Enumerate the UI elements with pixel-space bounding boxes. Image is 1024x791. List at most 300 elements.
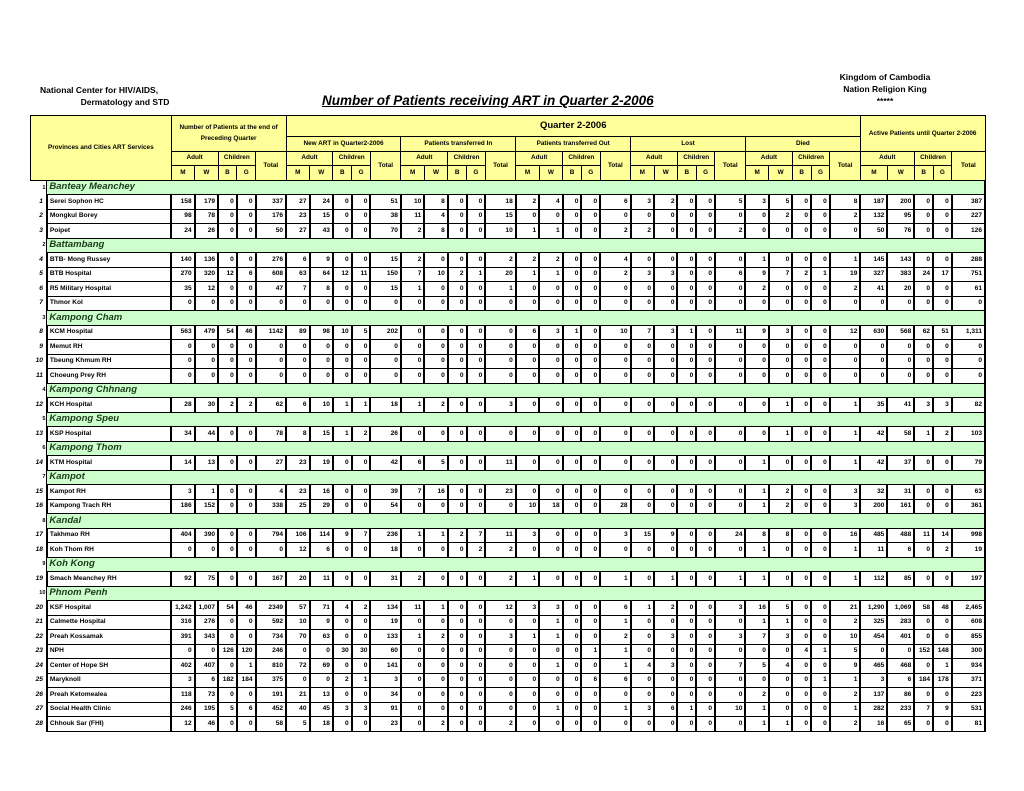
- value-cell: 0: [563, 644, 582, 659]
- province-name: Kampong Speu: [47, 412, 985, 427]
- value-cell: 0: [811, 282, 830, 297]
- value-cell: 0: [448, 659, 467, 674]
- value-cell: 0: [286, 296, 309, 311]
- site-name: KCM Hospital: [47, 325, 171, 340]
- value-cell: 45: [310, 702, 333, 717]
- value-cell: 0: [539, 354, 562, 369]
- value-cell: 468: [887, 659, 914, 674]
- value-cell: 0: [516, 427, 539, 442]
- site-row: [31, 253, 986, 268]
- value-cell: 2: [830, 615, 861, 630]
- value-cell: 2: [516, 253, 539, 268]
- value-cell: 0: [516, 702, 539, 717]
- value-cell: 1: [745, 456, 768, 471]
- value-cell: 9: [933, 702, 952, 717]
- value-cell: 0: [792, 456, 811, 471]
- value-cell: 9: [745, 325, 768, 340]
- value-cell: 0: [654, 282, 677, 297]
- site-name: Serei Sophon HC: [47, 195, 171, 210]
- value-cell: 0: [581, 253, 600, 268]
- value-cell: 2,465: [952, 601, 985, 616]
- value-cell: 0: [516, 282, 539, 297]
- value-cell: 0: [467, 717, 486, 732]
- value-cell: 0: [485, 340, 515, 355]
- value-cell: 5: [715, 195, 745, 210]
- value-cell: 143: [887, 253, 914, 268]
- value-cell: 0: [811, 253, 830, 268]
- value-cell: 0: [539, 398, 562, 413]
- value-cell: 0: [352, 354, 371, 369]
- value-cell: 3: [715, 630, 745, 645]
- value-cell: 15: [370, 282, 400, 297]
- value-cell: 0: [914, 224, 933, 239]
- value-cell: 0: [581, 282, 600, 297]
- header-lost-g: G: [696, 166, 715, 181]
- value-cell: 0: [654, 717, 677, 732]
- value-cell: 0: [581, 398, 600, 413]
- site-number: 5: [39, 270, 43, 278]
- value-cell: 0: [424, 688, 447, 703]
- value-cell: 0: [218, 615, 237, 630]
- value-cell: 0: [467, 195, 486, 210]
- value-cell: 0: [401, 673, 424, 688]
- value-cell: 0: [792, 369, 811, 384]
- value-cell: 246: [171, 702, 194, 717]
- value-cell: 0: [485, 499, 515, 514]
- value-cell: 0: [237, 224, 256, 239]
- value-cell: 3: [516, 528, 539, 543]
- value-cell: 0: [677, 528, 696, 543]
- value-cell: 3: [745, 195, 768, 210]
- province-index: 10: [31, 586, 47, 601]
- value-cell: 233: [887, 702, 914, 717]
- value-cell: 0: [677, 369, 696, 384]
- organization-line2: Dermatology and STD: [80, 97, 170, 107]
- value-cell: 79: [952, 456, 985, 471]
- value-cell: 375: [256, 673, 287, 688]
- value-cell: 0: [539, 369, 562, 384]
- value-cell: 0: [333, 630, 352, 645]
- value-cell: 24: [310, 195, 333, 210]
- value-cell: 8: [286, 427, 309, 442]
- value-cell: 0: [811, 499, 830, 514]
- province-row: [31, 238, 986, 253]
- value-cell: 16: [745, 601, 768, 616]
- value-cell: 2: [401, 224, 424, 239]
- site-row: [31, 572, 986, 587]
- value-cell: 0: [600, 282, 630, 297]
- value-cell: 1: [424, 601, 447, 616]
- value-cell: 0: [333, 195, 352, 210]
- value-cell: 998: [952, 528, 985, 543]
- value-cell: 27: [256, 456, 287, 471]
- value-cell: 0: [745, 224, 768, 239]
- value-cell: 0: [811, 543, 830, 558]
- value-cell: 69: [310, 659, 333, 674]
- site-number: 15: [35, 487, 43, 495]
- site-row: [31, 398, 986, 413]
- value-cell: 0: [563, 267, 582, 282]
- value-cell: 402: [171, 659, 194, 674]
- table-header: [31, 116, 986, 181]
- value-cell: 337: [256, 195, 287, 210]
- value-cell: 7: [769, 267, 792, 282]
- value-cell: 0: [792, 499, 811, 514]
- value-cell: 6: [581, 673, 600, 688]
- value-cell: 10: [286, 615, 309, 630]
- value-cell: 37: [887, 456, 914, 471]
- value-cell: 0: [581, 354, 600, 369]
- value-cell: 2: [448, 528, 467, 543]
- value-cell: 1: [745, 702, 768, 717]
- value-cell: 8: [424, 224, 447, 239]
- value-cell: 2: [539, 253, 562, 268]
- value-cell: 0: [631, 615, 654, 630]
- value-cell: 0: [424, 543, 447, 558]
- value-cell: 0: [914, 543, 933, 558]
- value-cell: 3: [171, 673, 194, 688]
- value-cell: 0: [286, 673, 309, 688]
- value-cell: 23: [485, 485, 515, 500]
- value-cell: 1: [539, 630, 562, 645]
- province-index: 5: [31, 412, 47, 427]
- header-lost-b: B: [677, 166, 696, 181]
- value-cell: 0: [401, 659, 424, 674]
- value-cell: 11: [485, 528, 515, 543]
- header-lost-adult: Adult: [631, 151, 678, 166]
- value-cell: 1: [830, 456, 861, 471]
- value-cell: 0: [811, 615, 830, 630]
- value-cell: 62: [256, 398, 287, 413]
- value-cell: 18: [485, 195, 515, 210]
- value-cell: 21: [286, 688, 309, 703]
- value-cell: 2: [654, 601, 677, 616]
- province-row: [31, 383, 986, 398]
- value-cell: 103: [952, 427, 985, 442]
- value-cell: 0: [448, 369, 467, 384]
- value-cell: 0: [792, 398, 811, 413]
- value-cell: 12: [218, 267, 237, 282]
- value-cell: 0: [448, 688, 467, 703]
- value-cell: 0: [516, 209, 539, 224]
- value-cell: 0: [424, 659, 447, 674]
- value-cell: 0: [933, 282, 952, 297]
- value-cell: 2: [933, 427, 952, 442]
- value-cell: 120: [237, 644, 256, 659]
- province-index: 1: [31, 180, 47, 195]
- value-cell: 0: [811, 340, 830, 355]
- value-cell: 0: [237, 340, 256, 355]
- value-cell: 2: [830, 688, 861, 703]
- value-cell: 1: [237, 659, 256, 674]
- value-cell: 23: [286, 485, 309, 500]
- value-cell: 0: [914, 354, 933, 369]
- value-cell: 2: [769, 485, 792, 500]
- header-lost-w: W: [654, 166, 677, 181]
- header-new-children: Children: [333, 151, 371, 166]
- value-cell: 0: [581, 485, 600, 500]
- value-cell: 0: [563, 528, 582, 543]
- value-cell: 1: [333, 398, 352, 413]
- value-cell: 0: [370, 354, 400, 369]
- header-new-art: New ART in Quarter2-2006: [286, 137, 401, 152]
- value-cell: 0: [424, 702, 447, 717]
- value-cell: 0: [218, 572, 237, 587]
- value-cell: 11: [310, 572, 333, 587]
- value-cell: 404: [171, 528, 194, 543]
- value-cell: 178: [933, 673, 952, 688]
- value-cell: 0: [467, 209, 486, 224]
- value-cell: 0: [467, 354, 486, 369]
- value-cell: 283: [887, 615, 914, 630]
- value-cell: 1: [516, 572, 539, 587]
- value-cell: 0: [171, 644, 194, 659]
- value-cell: 0: [563, 398, 582, 413]
- value-cell: 0: [811, 354, 830, 369]
- value-cell: 0: [401, 325, 424, 340]
- value-cell: 1: [563, 325, 582, 340]
- value-cell: 30: [352, 644, 371, 659]
- value-cell: 0: [563, 673, 582, 688]
- value-cell: 20: [887, 282, 914, 297]
- value-cell: 0: [467, 659, 486, 674]
- value-cell: 0: [424, 282, 447, 297]
- value-cell: 0: [467, 224, 486, 239]
- site-name: Memut RH: [47, 340, 171, 355]
- value-cell: 0: [352, 499, 371, 514]
- value-cell: 136: [195, 253, 218, 268]
- value-cell: 0: [448, 427, 467, 442]
- site-number: 19: [35, 574, 43, 582]
- header-provinces: Provinces and Cities ART Services: [31, 116, 172, 181]
- value-cell: 0: [581, 688, 600, 703]
- value-cell: 1: [830, 673, 861, 688]
- value-cell: 3: [830, 499, 861, 514]
- value-cell: 1: [830, 702, 861, 717]
- value-cell: 320: [195, 267, 218, 282]
- value-cell: 1: [745, 543, 768, 558]
- value-cell: 51: [370, 195, 400, 210]
- value-cell: 0: [677, 644, 696, 659]
- value-cell: 0: [448, 644, 467, 659]
- value-cell: 25: [286, 499, 309, 514]
- value-cell: 2: [654, 195, 677, 210]
- province-name: Kampong Thom: [47, 441, 985, 456]
- value-cell: 0: [696, 644, 715, 659]
- value-cell: 288: [952, 253, 985, 268]
- site-name: Center of Hope SH: [47, 659, 171, 674]
- site-row: [31, 195, 986, 210]
- value-cell: 1: [401, 282, 424, 297]
- value-cell: 30: [195, 398, 218, 413]
- header-active-w: W: [887, 166, 914, 181]
- value-cell: 1,311: [952, 325, 985, 340]
- value-cell: 0: [952, 296, 985, 311]
- value-cell: 0: [352, 615, 371, 630]
- value-cell: 0: [581, 528, 600, 543]
- header-active-g: G: [933, 166, 952, 181]
- value-cell: 0: [195, 296, 218, 311]
- value-cell: 3: [352, 702, 371, 717]
- value-cell: 0: [933, 499, 952, 514]
- site-name: Thmor Kol: [47, 296, 171, 311]
- value-cell: 0: [467, 688, 486, 703]
- value-cell: 6: [286, 253, 309, 268]
- value-cell: 0: [792, 702, 811, 717]
- value-cell: 0: [715, 456, 745, 471]
- site-number: 2: [39, 212, 43, 220]
- value-cell: 0: [600, 688, 630, 703]
- value-cell: 3: [171, 485, 194, 500]
- value-cell: 0: [631, 572, 654, 587]
- site-row: [31, 296, 986, 311]
- value-cell: 11: [401, 601, 424, 616]
- value-cell: 0: [448, 456, 467, 471]
- value-cell: 40: [286, 702, 309, 717]
- value-cell: 2: [516, 195, 539, 210]
- value-cell: 0: [745, 644, 768, 659]
- value-cell: 2: [769, 499, 792, 514]
- value-cell: 0: [792, 630, 811, 645]
- value-cell: 3: [654, 630, 677, 645]
- site-name: KTM Hospital: [47, 456, 171, 471]
- value-cell: 0: [811, 702, 830, 717]
- value-cell: 2: [830, 717, 861, 732]
- value-cell: 0: [424, 499, 447, 514]
- site-number: 26: [35, 690, 43, 698]
- value-cell: 0: [654, 209, 677, 224]
- value-cell: 71: [310, 601, 333, 616]
- value-cell: 3: [485, 630, 515, 645]
- value-cell: 11: [715, 325, 745, 340]
- province-index: 9: [31, 557, 47, 572]
- value-cell: 0: [933, 630, 952, 645]
- value-cell: 0: [467, 296, 486, 311]
- value-cell: 0: [467, 499, 486, 514]
- value-cell: 0: [696, 601, 715, 616]
- value-cell: 106: [286, 528, 309, 543]
- value-cell: 4: [631, 659, 654, 674]
- value-cell: 0: [952, 340, 985, 355]
- province-row: [31, 586, 986, 601]
- value-cell: 0: [563, 427, 582, 442]
- value-cell: 0: [696, 209, 715, 224]
- value-cell: 0: [401, 702, 424, 717]
- value-cell: 0: [600, 209, 630, 224]
- value-cell: 91: [370, 702, 400, 717]
- value-cell: 0: [516, 340, 539, 355]
- value-cell: 5: [218, 702, 237, 717]
- value-cell: 454: [860, 630, 887, 645]
- value-cell: 3: [539, 601, 562, 616]
- value-cell: 0: [218, 717, 237, 732]
- value-cell: 32: [860, 485, 887, 500]
- value-cell: 3: [631, 267, 654, 282]
- value-cell: 4: [256, 485, 287, 500]
- value-cell: 0: [237, 630, 256, 645]
- value-cell: 0: [811, 369, 830, 384]
- value-cell: 191: [256, 688, 287, 703]
- value-cell: 1: [914, 427, 933, 442]
- value-cell: 65: [887, 717, 914, 732]
- value-cell: 0: [424, 354, 447, 369]
- value-cell: 1: [745, 253, 768, 268]
- value-cell: 0: [631, 630, 654, 645]
- value-cell: 19: [370, 615, 400, 630]
- header-in-w: W: [424, 166, 447, 181]
- value-cell: 0: [677, 267, 696, 282]
- site-number: 24: [35, 661, 43, 669]
- value-cell: 60: [370, 644, 400, 659]
- value-cell: 0: [696, 267, 715, 282]
- value-cell: 485: [860, 528, 887, 543]
- organization-line1: National Center for HIV/AIDS,: [40, 85, 159, 95]
- value-cell: 63: [286, 267, 309, 282]
- value-cell: 0: [485, 702, 515, 717]
- header-died-m: M: [745, 166, 768, 181]
- value-cell: 0: [696, 688, 715, 703]
- value-cell: 276: [195, 615, 218, 630]
- value-cell: 0: [563, 296, 582, 311]
- value-cell: 0: [448, 673, 467, 688]
- value-cell: 0: [401, 369, 424, 384]
- value-cell: 0: [516, 296, 539, 311]
- value-cell: 0: [745, 354, 768, 369]
- value-cell: 0: [516, 644, 539, 659]
- province-index: 4: [31, 383, 47, 398]
- value-cell: 0: [333, 282, 352, 297]
- value-cell: 0: [467, 398, 486, 413]
- value-cell: 452: [256, 702, 287, 717]
- value-cell: 0: [333, 688, 352, 703]
- value-cell: 0: [654, 456, 677, 471]
- value-cell: 316: [171, 615, 194, 630]
- value-cell: 0: [401, 644, 424, 659]
- value-cell: 18: [370, 543, 400, 558]
- value-cell: 2: [600, 224, 630, 239]
- value-cell: 81: [952, 717, 985, 732]
- value-cell: 361: [952, 499, 985, 514]
- value-cell: 0: [677, 673, 696, 688]
- value-cell: 608: [952, 615, 985, 630]
- value-cell: 0: [654, 644, 677, 659]
- value-cell: 0: [715, 499, 745, 514]
- site-name: Mongkul Borey: [47, 209, 171, 224]
- value-cell: 0: [563, 340, 582, 355]
- value-cell: 0: [516, 369, 539, 384]
- value-cell: 1: [600, 644, 630, 659]
- value-cell: 6: [887, 673, 914, 688]
- value-cell: 0: [424, 427, 447, 442]
- value-cell: 0: [769, 354, 792, 369]
- value-cell: 63: [310, 630, 333, 645]
- value-cell: 0: [887, 369, 914, 384]
- value-cell: 0: [581, 717, 600, 732]
- value-cell: 1: [401, 528, 424, 543]
- value-cell: 0: [333, 659, 352, 674]
- value-cell: 1: [811, 673, 830, 688]
- value-cell: 0: [887, 354, 914, 369]
- value-cell: 6: [516, 325, 539, 340]
- value-cell: 0: [677, 354, 696, 369]
- value-cell: 300: [952, 644, 985, 659]
- value-cell: 0: [887, 340, 914, 355]
- value-cell: 0: [218, 296, 237, 311]
- value-cell: 0: [830, 224, 861, 239]
- site-number: 8: [39, 328, 43, 336]
- value-cell: 0: [715, 209, 745, 224]
- province-row: [31, 311, 986, 326]
